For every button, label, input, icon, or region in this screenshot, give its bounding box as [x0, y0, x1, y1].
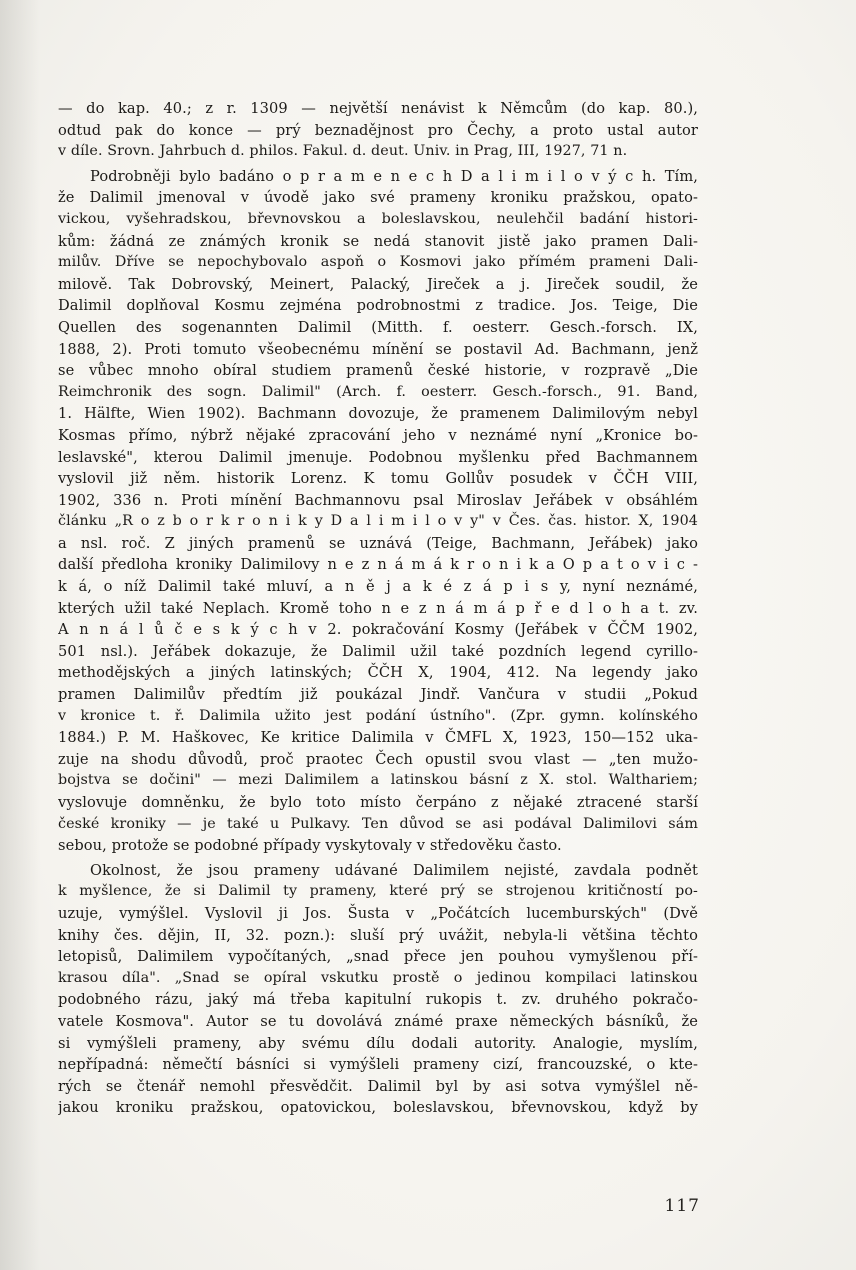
text-line: rých se čtenář nemohl přesvědčit. Dalimil byl by asi sotva vymýšlel ně- [58, 1077, 698, 1095]
text-line: uzuje, vymýšlel. Vyslovil ji Jos. Šusta v „Počátcích lucemburských" (Dvě [58, 904, 698, 922]
text-line: 1888, 2). Proti tomuto všeobecnému mínění se postavil Ad. Bachmann, jenž [58, 340, 698, 358]
text-line: Okolnost, že jsou prameny udávané Dalimilem nejisté, zavdala podnět [90, 861, 698, 879]
text-line: k myšlence, že si Dalimil ty prameny, které prý se strojenou kritičností po- [58, 883, 698, 900]
text-line: české kroniky — je také u Pulkavy. Ten důvod se asi podával Dalimilovi sám [58, 815, 698, 832]
text-line: letopisů, Dalimilem vypočítaných, „snad přece jen pouhou vymyšlenou pří- [58, 948, 698, 966]
text-line: sebou, protože se podobné případy vyskytovaly v středověku často. [58, 837, 562, 855]
text-line: jakou kroniku pražskou, opatovickou, boleslavskou, břevnovskou, když by [58, 1099, 698, 1117]
text-line: knihy čes. dějin, II, 32. pozn.): sluší prý uvážit, nebyla-li většina těchto [58, 926, 698, 944]
text-line: v díle. Srovn. Jahrbuch d. philos. Fakul. d. deut. Univ. in Prag, III, 1927, 71 n. [58, 143, 628, 160]
text-line: vatele Kosmova". Autor se tu dovolává známé praxe německých básníků, že [58, 1012, 698, 1030]
binding-shadow [0, 0, 40, 1270]
text-line: další předloha kroniky Dalimilovy n e z n á m á k r o n i k a O p a t o v i c - [58, 556, 698, 574]
text-line: bojstva se dočini" — mezi Dalimilem a latinskou básní z X. stol. Walthariem; [58, 772, 698, 789]
text-line: methodějských a jiných latinských; ČČH X, 1904, 412. Na legendy jako [58, 664, 698, 682]
text-line: se vůbec mnoho obíral studiem pramenů české historie, v rozpravě „Die [58, 362, 698, 380]
text-line: kům: žádná ze známých kronik se nedá stanovit jistě jako pramen Dali- [58, 232, 698, 250]
text-line: kterých užil také Neplach. Kromě toho n e z n á m á p ř e d l o h a t. zv. [58, 599, 698, 617]
text-line: nepřípadná: němečtí básníci si vymýšleli prameny cizí, francouzské, o kte- [58, 1056, 698, 1074]
text-line: vyslovil již něm. historik Lorenz. K tomu Gollův posudek v ČČH VIII, [58, 470, 698, 488]
text-line: k á, o níž Dalimil také mluví, a n ě j a k é z á p i s y, nyní neznámé, [58, 578, 698, 596]
text-line: milově. Tak Dobrovský, Meinert, Palacký, Jireček a j. Jireček soudil, že [58, 275, 698, 293]
text-line: milův. Dříve se nepochybovalo aspoň o Kosmovi jako přímém prameni Dali- [58, 254, 698, 271]
text-line: si vymýšleli prameny, aby svému dílu dodali autority. Analogie, myslím, [58, 1034, 698, 1052]
text-line: leslavské", kterou Dalimil jmenuje. Podobnou myšlenku před Bachmannem [58, 448, 698, 466]
text-line: 1884.) P. M. Haškovec, Ke kritice Dalimila v ČMFL X, 1923, 150—152 uka- [58, 729, 698, 747]
body-text [58, 98, 698, 1119]
text-line: A n n á l ů č e s k ý c h v 2. pokračování Kosmy (Jeřábek v ČČM 1902, [58, 621, 698, 639]
text-line: vyslovuje domněnku, že bylo toto místo čerpáno z nějaké ztracené starší [58, 794, 698, 811]
text-line: vickou, vyšehradskou, břevnovskou a boleslavskou, neulehčil badání histori- [58, 210, 698, 227]
text-line: Kosmas přímo, nýbrž nějaké zpracování jeho v neznámé nyní „Kronice bo- [58, 426, 698, 444]
text-line: — do kap. 40.; z r. 1309 — největší nenávist k Němcům (do kap. 80.), [58, 100, 698, 117]
text-line: článku „R o z b o r k r o n i k y D a l i m i l o v y" v Čes. čas. histor. X, 1904 [58, 513, 698, 530]
text-line: pramen Dalimilův předtím již poukázal Jindř. Vančura v studii „Pokud [58, 686, 698, 704]
text-line: Dalimil doplňoval Kosmu zejména podrobnostmi z tradice. Jos. Teige, Die [58, 297, 698, 315]
text-line: podobného rázu, jaký má třeba kapitulní rukopis t. zv. druhého pokračo- [58, 991, 698, 1009]
text-line: krasou díla". „Snad se opíral vskutku prostě o jedinou kompilaci latinskou [58, 969, 698, 986]
text-line: v kronice t. ř. Dalimila užito jest podání ústního". (Zpr. gymn. kolínského [58, 707, 698, 724]
text-line: 1. Hälfte, Wien 1902). Bachmann dovozuje, že pramenem Dalimilovým nebyl [58, 405, 698, 423]
text-line: a nsl. roč. Z jiných pramenů se uznává (Teige, Bachmann, Jeřábek) jako [58, 534, 698, 552]
text-line: zuje na shodu důvodů, proč praotec Čech opustil svou vlast — „ten mužo- [58, 750, 698, 768]
text-line: Reimchronik des sogn. Dalimil" (Arch. f. oesterr. Gesch.-forsch., 91. Band, [58, 383, 698, 400]
text-line: odtud pak do konce — prý beznadějnost pro Čechy, a proto ustal autor [58, 121, 698, 139]
text-line: Podrobněji bylo badáno o p r a m e n e c h D a l i m i l o v ý c h. Tím, [90, 167, 698, 185]
page-number: 117 [664, 1196, 700, 1216]
text-line: že Dalimil jmenoval v úvodě jako své prameny kroniku pražskou, opato- [58, 189, 698, 207]
text-line: Quellen des sogenannten Dalimil (Mitth. f. oesterr. Gesch.-forsch. IX, [58, 318, 698, 336]
text-line: 1902, 336 n. Proti mínění Bachmannovu psal Miroslav Jeřábek v obsáhlém [58, 491, 698, 509]
text-line: 501 nsl.). Jeřábek dokazuje, že Dalimil užil také pozdních legend cyrillo- [58, 642, 698, 660]
